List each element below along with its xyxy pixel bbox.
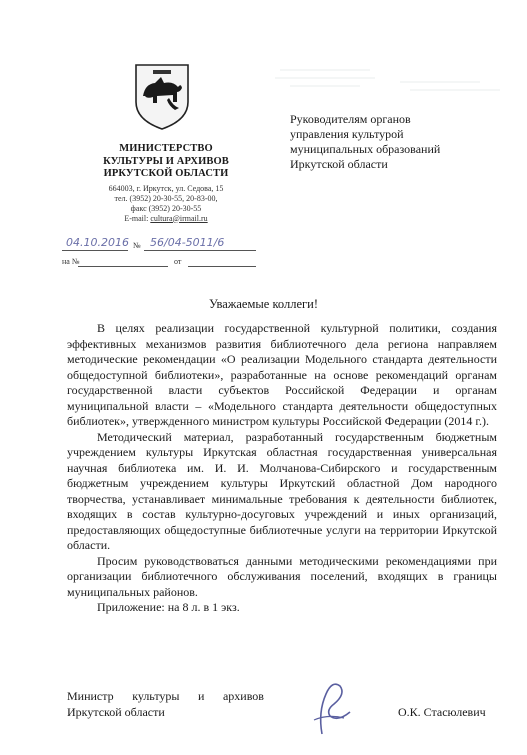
addressee-line4: Иркутской области xyxy=(290,157,388,171)
addressee-line1: Руководителям органов xyxy=(290,112,411,126)
ministry-fax: факс (3952) 20-30-55 xyxy=(130,203,202,213)
reference-underline xyxy=(78,266,168,267)
ministry-email-link[interactable]: cultura@irmail.ru xyxy=(150,213,208,223)
body-paragraph-1: В целях реализации государственной культурной политики, создания эффективных механизмов развития библиотечного дела региона направляем методические рекомендации «О реализации Модельного стандарта деятельности общедоступной библиотеки», разработанные на основе рекомендаций органам государственной власти субъектов Российской Федерации и органам муниципальной власти – «Модельного стандарта деятельности общедоступных библиотек», утвержденного министром культуры Российской Федерации (2014 г.). xyxy=(67,321,497,428)
position-word-2: культуры xyxy=(132,689,180,703)
ministry-phone: тел. (3952) 20-30-55, 20-83-00, xyxy=(114,193,218,203)
handwritten-signature xyxy=(300,672,360,742)
body-paragraph-4: Приложение: на 8 л. в 1 экз. xyxy=(97,600,240,614)
position-word-4: архивов xyxy=(222,689,264,703)
reference-label: на № xyxy=(62,257,80,266)
number-underline xyxy=(144,250,256,251)
position-word-3: и xyxy=(198,689,205,703)
coat-of-arms-icon xyxy=(133,62,191,132)
ministry-name-line3: ИРКУТСКОЙ ОБЛАСТИ xyxy=(103,168,229,179)
handwritten-number: 56/04-5011/6 xyxy=(150,236,225,249)
signer-position-line2: Иркутской области xyxy=(67,704,165,719)
reference-date-underline xyxy=(188,266,256,267)
addressee-line2: управления культурой xyxy=(290,127,404,141)
bleed-through-stamp xyxy=(250,62,520,112)
position-word-1: Министр xyxy=(67,689,114,703)
ministry-email-row xyxy=(70,214,262,224)
signer-position-line1 xyxy=(67,689,264,705)
addressee-block xyxy=(290,112,520,172)
letter-body xyxy=(67,321,497,616)
email-label: E-mail: xyxy=(124,213,149,223)
ministry-name-line1: МИНИСТЕРСТВО xyxy=(119,143,213,154)
date-underline xyxy=(62,250,128,251)
handwritten-date: 04.10.2016 xyxy=(66,236,129,249)
body-paragraph-3: Просим руководствоваться данными методическими рекомендациями при организации библиотечного обслуживания поселений, входящих в границы муниципальных районов. xyxy=(67,553,497,599)
greeting: Уважаемые коллеги! xyxy=(209,297,318,311)
reference-from-label: от xyxy=(174,257,182,266)
signer-position xyxy=(67,689,267,720)
body-paragraph-2: Методический материал, разработанный государственным бюджетным учреждением культуры Иркутская областная государственная универсальная научная библиотека им. И. И. Молчанова-Сибирского и государственным бюджетным учреждением культуры Иркутский областной Дом народного творчества, устанавливает минимальные требования к деятельности библиотек, входящих в состав культурно-досуговых учреждений и иных организаций, предоставляющих общедоступные библиотечные услуги на территории Иркутской области. xyxy=(67,429,497,552)
signer-name: О.К. Стасюлевич xyxy=(398,705,486,719)
addressee-line3: муниципальных образований xyxy=(290,142,441,156)
ministry-address: 664003, г. Иркутск, ул. Седова, 15 xyxy=(108,183,224,193)
number-label: № xyxy=(133,241,141,250)
ministry-letterhead xyxy=(70,143,262,224)
ministry-name-line2: КУЛЬТУРЫ И АРХИВОВ xyxy=(103,155,229,167)
